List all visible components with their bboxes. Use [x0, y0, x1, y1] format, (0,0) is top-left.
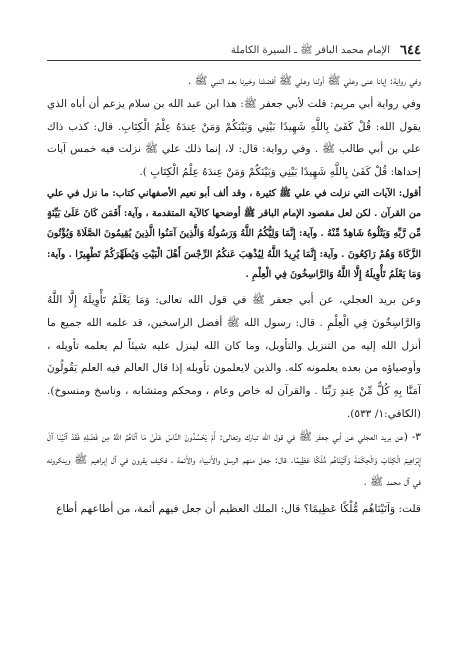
page-body	[47, 70, 421, 659]
paragraph-burayd-rasikhun: وعن بريد العجلي، عن أبي جعفر ﷺ في قول الله تعالى: وَمَا يَعْلَمُ تَأْوِيلَهُ إِلَّا اللَّهُ وَالرَّاسِخُونَ فِي الْعِلْمِ . قال: رسول الله ﷺ أفضل الراسخين، قد علمه الله جميع ما أنزل الله إليه من التنزيل والتأويل، وما كان الله لينزل عليه شيئاً لم يعلمه تأويله ، وأوصياؤه من بعده يعلمونه كله. والذين لايعلمون تأويله إذا قال العالم فيه العلم يَقُولُونَ آمَنَّا بِهِ كُلٌّ مِّنْ عِندِ رَبِّنَا . والقرآن له خاص وعام ، ومحكم ومتشابه ، وناسخ ومنسوخ). (الكافي:١/ ٥٣٣).	[47, 294, 421, 420]
paragraph-author-note: أقول: الآيات التي نزلت في علي ﷺ كثيرة ، وقد ألف أبو نعيم الأصفهاني كتاب: ما نزل في علي من القرآن . لكن لعل مقصود الإمام الباقر ﷺ أوضحها كالآية المتقدمة ، وآية: أَفَمَن كَانَ عَلَىٰ بَيِّنَةٍ مِّن رَّبِّهِ وَيَتْلُوهُ شَاهِدٌ مِّنْهُ . وآية: إِنَّمَا وَلِيُّكُمُ اللَّهُ وَرَسُولُهُ وَالَّذِينَ آمَنُوا الَّذِينَ يُقِيمُونَ الصَّلَاةَ وَيُؤْتُونَ الزَّكَاةَ وَهُمْ رَاكِعُونَ . وآية: إِنَّمَا يُرِيدُ اللَّهُ لِيُذْهِبَ عَنكُمُ الرِّجْسَ أَهْلَ الْبَيْتِ وَيُطَهِّرَكُمْ تَطْهِيرًا . وآية: وَمَا يَعْلَمُ تَأْوِيلَهُ إِلَّا اللَّهُ وَالرَّاسِخُونَ فِي الْعِلْمِ .	[47, 187, 421, 280]
paragraph-riwaya: وفي رواية: إيانا عنى وعلي ﷺ أولنا وعلي ﷺ أفضلنا وخيرنا بعد النبي ﷺ .	[187, 75, 421, 87]
paragraph-abi-maryam: وفي رواية أبي مريم: قلت لأبي جعفر ﷺ: هذا ابن عبد الله بن سلام يزعم أن أباه الذي يقول الله: قُلْ كَفَىٰ بِاللَّهِ شَهِيدًا بَيْنِي وَبَيْنَكُمْ وَمَنْ عِندَهُ عِلْمُ الْكِتَابِ. قال: كذب ذاك علي بن أبي طالب ﷺ . وفي رواية: قال: لا، إنما ذلك علي ﷺ نزلت فيه خمس آيات إحداها: قُلْ كَفَىٰ بِاللَّهِ شَهِيدًا بَيْنِي وَبَيْنَكُمْ وَمَنْ عِندَهُ عِلْمُ الْكِتَابِ ).	[47, 97, 421, 179]
header-rule	[47, 60, 421, 61]
running-header	[180, 40, 421, 58]
paragraph-mulk-azim: قلت: وَآتَيْنَاهُم مُّلْكًا عَظِيمًا؟ قال: الملك العظيم أن جعل فيهم أئمة، من أطاعهم أطاع	[56, 503, 421, 516]
page-number: ٦٤٤	[400, 43, 421, 58]
paragraph-item-3: ٣- (عن بريد العجلي عن أبي جعفر ﷺ في قول الله تبارك وتعالى: أَمْ يَحْسُدُونَ النَّاسَ عَلَىٰ مَا آتَاهُمُ اللَّهُ مِن فَضْلِهِ فَقَدْ آتَيْنَا آلَ إِبْرَاهِيمَ الْكِتَابَ وَالْحِكْمَةَ وَآتَيْنَاهُم مُّلْكًا عَظِيمًا. قال: جعل منهم الرسل والأنبياء والأئمة ، فكيف يقرون في آل إبراهيم ﷺ وينكرونه في آل محمد ﷺ .	[47, 430, 421, 489]
running-title: الإمام محمد الباقر ﷺ ـ السيرة الكاملة	[230, 45, 391, 56]
